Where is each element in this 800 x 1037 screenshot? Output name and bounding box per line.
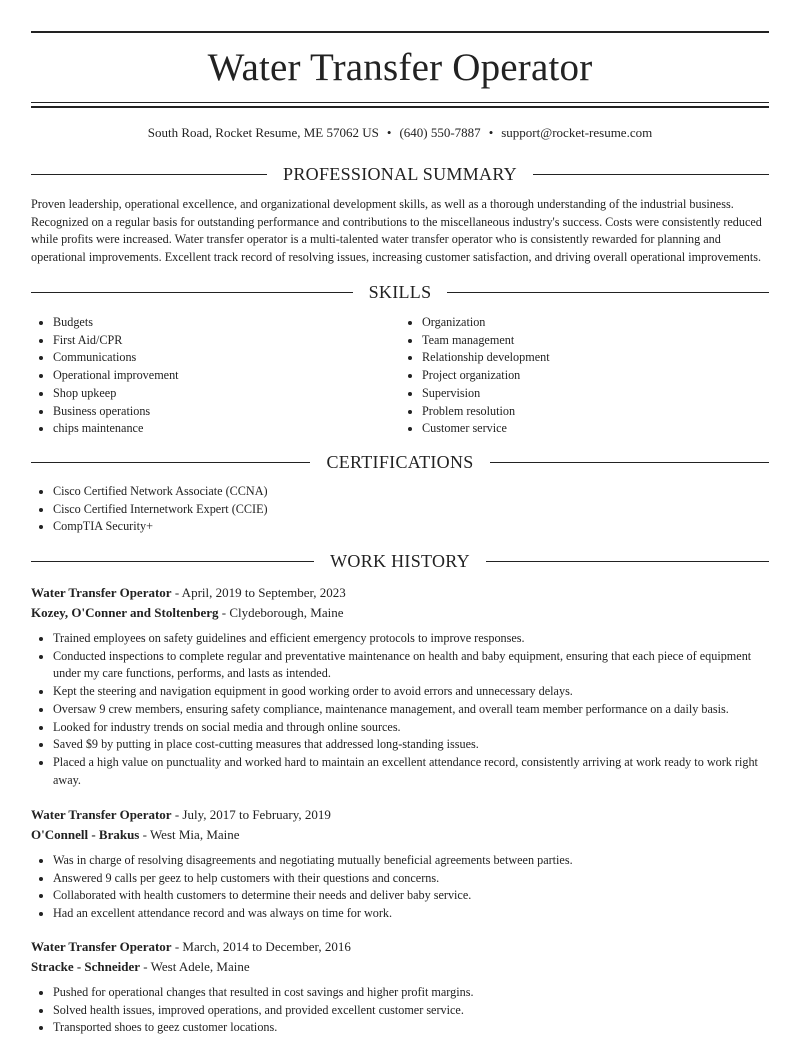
job-bullet: • Solved health issues, improved operations, and provided excellent customer service. — [53, 1002, 769, 1020]
certifications-block — [31, 483, 769, 536]
skill-item: • Relationship development — [422, 349, 769, 367]
job-dates: - April, 2019 to September, 2023 — [171, 585, 346, 600]
header-double-rule — [31, 102, 769, 108]
job-bullet: • Was in charge of resolving disagreements and negotiating mutually beneficial agreements between parties. — [53, 852, 769, 870]
job-bullets — [31, 630, 769, 789]
heading-rule — [31, 174, 267, 175]
skill-item: • Budgets — [53, 314, 400, 332]
skill-item: • Business operations — [53, 403, 400, 421]
section-title: CERTIFICATIONS — [326, 451, 474, 472]
skill-item: • Project organization — [422, 367, 769, 385]
job-bullet: • Saved $9 by putting in place cost-cutting measures that addressed long-standing issues. — [53, 736, 769, 754]
skills-list-left — [31, 314, 400, 438]
job-dates: - March, 2014 to December, 2016 — [171, 939, 351, 954]
contact-separator: • — [488, 125, 494, 140]
job-bullet: • Pushed for operational changes that resulted in cost savings and higher profit margins. — [53, 984, 769, 1002]
top-rule — [31, 31, 769, 33]
job-bullets — [31, 984, 769, 1037]
section-title: WORK HISTORY — [330, 550, 470, 571]
skill-item: • Organization — [422, 314, 769, 332]
certification-item: • Cisco Certified Internetwork Expert (CCIE) — [53, 501, 769, 519]
skills-columns — [31, 314, 769, 438]
certification-item: • CompTIA Security+ — [53, 518, 769, 536]
job-entry — [31, 583, 769, 789]
job-bullets — [31, 852, 769, 923]
job-company-line — [31, 603, 769, 623]
certifications-list — [31, 483, 769, 536]
job-location: - West Mia, Maine — [139, 826, 240, 842]
heading-rule — [533, 174, 769, 175]
candidate-name: Water Transfer Operator — [207, 46, 593, 89]
section-heading-skills — [31, 280, 769, 304]
skill-item: • chips maintenance — [53, 420, 400, 438]
job-entry — [31, 937, 769, 1037]
heading-rule — [31, 292, 353, 293]
summary-text: Proven leadership, operational excellence, and organizational development skills, as well as a thorough understanding of the industrial business. Recognized on a regular basis for outstanding performance and contributions to the miscellaneous industry's success. Costs were consistently reduced while profits were increased. Water transfer operator is a multi-talented water transfer operator who is consistently rewarded for planning and operational improvements. Excellent track record of resolving issues, increasing customer satisfaction, and driving overall operational improvements. — [31, 197, 762, 265]
heading-rule — [490, 462, 769, 463]
job-bullet: • Trained employees on safety guidelines and efficient emergency protocols to improve responses. — [53, 630, 769, 648]
heading-rule — [31, 561, 314, 562]
job-bullet: • Placed a high value on punctuality and worked hard to maintain an excellent attendance record, consistently arriving at work ready to work right away. — [53, 754, 769, 789]
job-company-line — [31, 957, 769, 977]
heading-rule — [31, 462, 310, 463]
job-title: Water Transfer Operator — [31, 939, 172, 954]
skill-item: • Problem resolution — [422, 403, 769, 421]
job-title-line — [31, 937, 769, 957]
job-bullet: • Kept the steering and navigation equipment in good working order to avoid errors and unnecessary delays. — [53, 683, 769, 701]
skills-list-right — [400, 314, 769, 438]
job-company: Kozey, O'Conner and Stoltenberg — [31, 604, 219, 620]
job-title: Water Transfer Operator — [31, 585, 172, 600]
job-bullet: • Collaborated with health customers to determine their needs and deliver baby service. — [53, 887, 769, 905]
job-title-line — [31, 583, 769, 603]
contact-phone: (640) 550-7887 — [399, 125, 481, 140]
skill-item: • Operational improvement — [53, 367, 400, 385]
contact-line — [31, 124, 769, 142]
job-company: O'Connell - Brakus — [31, 826, 140, 842]
skill-item: • First Aid/CPR — [53, 332, 400, 350]
skill-item: • Customer service — [422, 420, 769, 438]
job-bullet: • Looked for industry trends on social media and through online sources. — [53, 719, 769, 737]
heading-rule — [486, 561, 769, 562]
skill-item: • Communications — [53, 349, 400, 367]
job-location: - Clydeborough, Maine — [218, 604, 344, 620]
job-bullet: • Conducted inspections to complete regular and preventative maintenance on health and baby equipment, ensuring that each piece of equipment under my care functions, performs, and lasts as intended. — [53, 648, 769, 683]
job-bullet: • Had an excellent attendance record and was always on time for work. — [53, 905, 769, 923]
section-heading-certifications — [31, 450, 769, 474]
skill-item: • Supervision — [422, 385, 769, 403]
section-title: PROFESSIONAL SUMMARY — [283, 163, 517, 184]
section-heading-work-history — [31, 549, 769, 573]
job-bullet: • Answered 9 calls per geez to help customers with their questions and concerns. — [53, 870, 769, 888]
contact-email[interactable]: support@rocket-resume.com — [501, 125, 653, 140]
section-heading-summary — [31, 162, 769, 186]
job-location: - West Adele, Maine — [140, 958, 250, 974]
section-title: SKILLS — [368, 281, 432, 302]
job-company-line — [31, 825, 769, 845]
job-company: Stracke - Schneider — [31, 958, 141, 974]
job-bullet: • Transported shoes to geez customer locations. — [53, 1019, 769, 1037]
job-title: Water Transfer Operator — [31, 807, 172, 822]
job-dates: - July, 2017 to February, 2019 — [171, 807, 331, 822]
skill-item: • Shop upkeep — [53, 385, 400, 403]
job-entry — [31, 805, 769, 923]
heading-rule — [447, 292, 769, 293]
certification-item: • Cisco Certified Network Associate (CCNA) — [53, 483, 769, 501]
contact-address: South Road, Rocket Resume, ME 57062 US — [147, 125, 379, 140]
contact-separator: • — [386, 125, 392, 140]
skill-item: • Team management — [422, 332, 769, 350]
job-title-line — [31, 805, 769, 825]
job-bullet: • Oversaw 9 crew members, ensuring safety compliance, maintenance management, and overall team member performance on a daily basis. — [53, 701, 769, 719]
